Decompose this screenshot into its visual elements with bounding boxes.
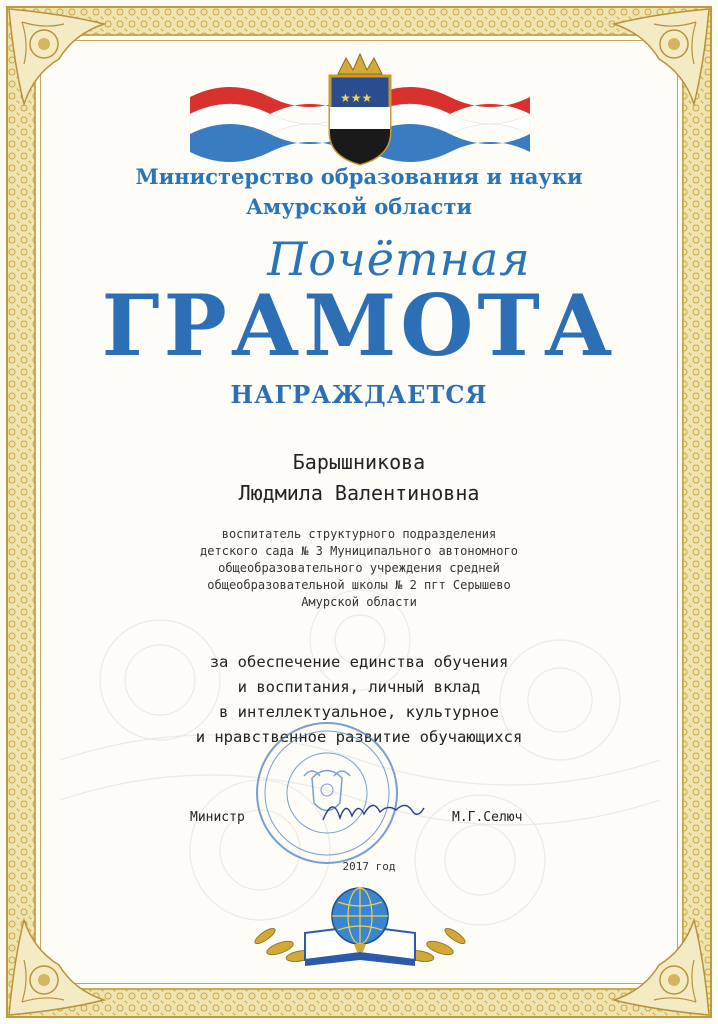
recipient-surname: Барышникова bbox=[292, 450, 426, 474]
position-line: общеобразовательного учреждения средней bbox=[218, 561, 500, 575]
certificate-year: 2017 год bbox=[342, 860, 396, 873]
reason-line: в интеллектуальное, культурное bbox=[219, 703, 499, 721]
signatory-name: М.Г.Селюч bbox=[452, 810, 523, 825]
certificate-title: ГРАМОТА bbox=[101, 276, 617, 375]
corner-ornament-icon bbox=[604, 4, 714, 114]
reason-line: и воспитания, личный вклад bbox=[237, 678, 481, 696]
position-line: общеобразовательной школы № 2 пгт Серышево bbox=[207, 578, 511, 592]
awarded-label: НАГРАЖДАЕТСЯ bbox=[230, 380, 488, 409]
corner-ornament-icon bbox=[4, 4, 114, 114]
signature-icon bbox=[318, 790, 428, 830]
honor-title: Почётная bbox=[267, 232, 531, 286]
recipient-position bbox=[0, 526, 718, 611]
position-line: воспитатель структурного подразделения bbox=[221, 527, 497, 541]
reason-line: за обеспечение единства обучения bbox=[209, 653, 509, 671]
reason-line: и нравственное развитие обучающихся bbox=[195, 728, 523, 746]
position-line: детского сада № 3 Муниципального автономного bbox=[200, 544, 518, 558]
recipient-given-names: Людмила Валентиновна bbox=[238, 481, 480, 505]
signature-title: Министр bbox=[190, 810, 245, 825]
ministry-region: Амурской области bbox=[245, 194, 473, 219]
amur-emblem-icon bbox=[190, 52, 530, 167]
globe-book-laurel-icon bbox=[250, 878, 470, 978]
position-line: Амурской области bbox=[301, 595, 417, 609]
svg-text:★★★: ★★★ bbox=[340, 91, 373, 105]
ministry-name: Министерство образования и науки bbox=[135, 164, 583, 189]
